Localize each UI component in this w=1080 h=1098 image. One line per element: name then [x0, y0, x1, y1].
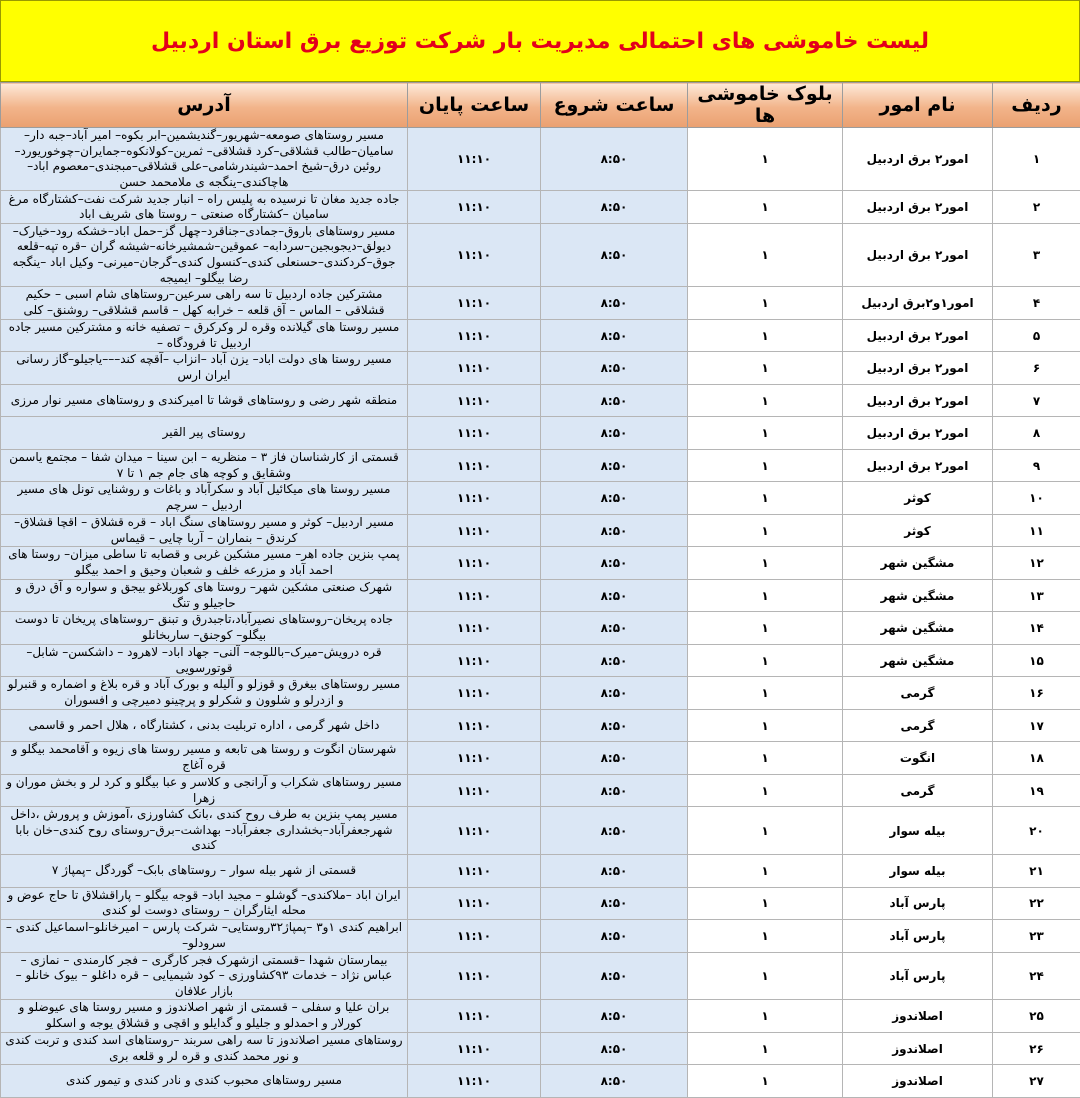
end-time-cell [408, 417, 541, 450]
row-number-cell: ۲۶ [993, 1032, 1080, 1065]
row-number-cell: ۲۰ [993, 807, 1080, 855]
table-row [1, 482, 1080, 515]
start-time-cell [541, 547, 688, 580]
org-name-cell: امور۲ برق اردبیل [843, 384, 993, 417]
end-time-value: ۱۱:۱۰ [457, 556, 491, 570]
start-time-cell [541, 677, 688, 710]
end-time-value: ۱۱:۱۰ [457, 152, 491, 166]
table-header [1, 83, 1080, 128]
address-cell: شهرک صنعتی مشکین شهر– روستا های کوربلاغو بیجق و سواره و آق درق و حاجیلو و تنگ [1, 579, 408, 612]
outage-block-cell: ۱ [688, 807, 843, 855]
table-row [1, 742, 1080, 775]
end-time-cell [408, 482, 541, 515]
end-time-cell [408, 742, 541, 775]
start-time-cell [541, 449, 688, 482]
start-time-value: ۸:۵۰ [601, 686, 628, 700]
end-time-cell [408, 191, 541, 224]
end-time-value: ۱۱:۱۰ [457, 621, 491, 635]
org-name-cell: انگوت [843, 742, 993, 775]
start-time-value: ۸:۵۰ [601, 1009, 628, 1023]
start-time-value: ۸:۵۰ [601, 929, 628, 943]
header-row [1, 83, 1080, 128]
end-time-cell [408, 579, 541, 612]
start-time-cell [541, 223, 688, 286]
address-cell: روستاهای مسیر اصلاندوز تا سه راهی سربند –روستاهای اسد کندی و تربت کندی و نور محمد کندی و قره لر و قلعه بری [1, 1032, 408, 1065]
outage-block-cell: ۱ [688, 579, 843, 612]
row-number-cell: ۹ [993, 449, 1080, 482]
row-number-cell: ۱۵ [993, 644, 1080, 677]
end-time-value: ۱۱:۱۰ [457, 719, 491, 733]
org-name-cell: امور۲ برق اردبیل [843, 223, 993, 286]
org-name-cell: مشگین شهر [843, 547, 993, 580]
start-time-value: ۸:۵۰ [601, 864, 628, 878]
start-time-cell [541, 644, 688, 677]
table-row [1, 774, 1080, 807]
table-row [1, 644, 1080, 677]
row-number-cell: ۲ [993, 191, 1080, 224]
end-time-value: ۱۱:۱۰ [457, 589, 491, 603]
outage-block-cell: ۱ [688, 855, 843, 888]
start-time-value: ۸:۵۰ [601, 248, 628, 262]
start-time-value: ۸:۵۰ [601, 200, 628, 214]
org-name-cell: اصلاندوز [843, 1065, 993, 1098]
start-time-cell [541, 807, 688, 855]
address-cell: مسیر روستا های دولت اباد– یزن آباد –انزاب –آقچه کند–––یاجیلو–گاز رسانی ایران ارس [1, 352, 408, 385]
address-cell: ایران اباد –ملاکندی– گوشلو – مجید اباد– قوجه بیگلو – پاراقشلاق تا حاج عوض و محله ایثارگران – روستای دوست لو کندی [1, 887, 408, 920]
table-row [1, 384, 1080, 417]
address-cell: مسیر روستاهای صومعه–شهریور–گندیشمین–ابر بکوه– امیر آباد–جبه دار–سامیان–طالب قشلاقی–کرد قشلاقی– ثمرین–کولانکوه–جمایران–چوخوریورد–روئین درق–شیخ احمد–شیندرشامی–علی قشلاقی–مبجندی–معصوم اباد– هاچاکندی–ینگجه ی ملامحمد حسن [1, 128, 408, 191]
row-number-cell: ۱ [993, 128, 1080, 191]
table-body [1, 128, 1080, 1098]
start-time-cell [541, 514, 688, 547]
table-row [1, 547, 1080, 580]
outage-block-cell: ۱ [688, 920, 843, 953]
address-cell: مسیر روستاهای شکراب و آرانجی و کلاسر و عبا بیگلو و کرد لر و بخش موران و زهرا [1, 774, 408, 807]
end-time-value: ۱۱:۱۰ [457, 929, 491, 943]
org-name-cell: کوثر [843, 482, 993, 515]
table-row [1, 449, 1080, 482]
start-time-cell [541, 1000, 688, 1033]
end-time-cell [408, 644, 541, 677]
address-cell: منطقه شهر رضی و روستاهای قوشا تا امیرکندی و روستاهای مسیر نوار مرزی [1, 384, 408, 417]
end-time-value: ۱۱:۱۰ [457, 654, 491, 668]
address-cell: مسیر روستا های میکائیل آباد و سکرآباد و باغات و روشنایی تونل های مسیر اردبیل – سرچم [1, 482, 408, 515]
table-row [1, 579, 1080, 612]
outage-block-cell: ۱ [688, 1032, 843, 1065]
end-time-value: ۱۱:۱۰ [457, 394, 491, 408]
org-name-cell: گرمی [843, 677, 993, 710]
outage-block-cell: ۱ [688, 482, 843, 515]
start-time-cell [541, 417, 688, 450]
end-time-cell [408, 774, 541, 807]
page-title: لیست خاموشی های احتمالی مدیریت بار شرکت توزیع برق استان اردبیل [151, 29, 929, 54]
end-time-value: ۱۱:۱۰ [457, 1009, 491, 1023]
row-number-cell: ۲۳ [993, 920, 1080, 953]
org-name-cell: امور۱و۲برق اردبیل [843, 287, 993, 320]
outage-block-cell: ۱ [688, 287, 843, 320]
start-time-cell [541, 742, 688, 775]
header-row-number: ردیف [993, 83, 1080, 128]
address-cell: قسمتی از کارشناسان فاز ۳ – منظریه – ابن سینا – میدان شفا – مجتمع یاسمن وشقایق و کوچه های جام جم ۱ تا ۷ [1, 449, 408, 482]
outage-block-cell: ۱ [688, 514, 843, 547]
end-time-cell [408, 807, 541, 855]
start-time-cell [541, 709, 688, 742]
org-name-cell: بیله سوار [843, 807, 993, 855]
start-time-cell [541, 855, 688, 888]
row-number-cell: ۱۸ [993, 742, 1080, 775]
end-time-cell [408, 920, 541, 953]
end-time-cell [408, 514, 541, 547]
table-row [1, 223, 1080, 286]
end-time-cell [408, 547, 541, 580]
address-cell: مسیر روستاهای بیغرق و قوزلو و آلیله و بورک آباد و قره بلاغ و اضماره و قنبرلو و ازدرلو و شلوون و شکرلو و پرچینو دمیرچی و افسوران [1, 677, 408, 710]
end-time-cell [408, 352, 541, 385]
address-cell: بیمارستان شهدا –قسمتی ازشهرک فجر کارگری – فجر کارمندی – نمازی – عباس نژاد – خدمات ۹۳کشاورزی – کود شیمیایی – قره داغلو – بیوک خانلو – بازار علافان [1, 952, 408, 1000]
org-name-cell: امور۲ برق اردبیل [843, 417, 993, 450]
start-time-cell [541, 612, 688, 645]
end-time-value: ۱۱:۱۰ [457, 361, 491, 375]
end-time-cell [408, 128, 541, 191]
start-time-value: ۸:۵۰ [601, 1074, 628, 1088]
start-time-value: ۸:۵۰ [601, 1042, 628, 1056]
start-time-value: ۸:۵۰ [601, 896, 628, 910]
end-time-cell [408, 952, 541, 1000]
row-number-cell: ۸ [993, 417, 1080, 450]
org-name-cell: اصلاندوز [843, 1000, 993, 1033]
org-name-cell: امور۲ برق اردبیل [843, 449, 993, 482]
row-number-cell: ۷ [993, 384, 1080, 417]
start-time-value: ۸:۵۰ [601, 784, 628, 798]
table-row [1, 287, 1080, 320]
end-time-cell [408, 384, 541, 417]
start-time-value: ۸:۵۰ [601, 361, 628, 375]
start-time-value: ۸:۵۰ [601, 524, 628, 538]
end-time-value: ۱۱:۱۰ [457, 248, 491, 262]
address-cell: مسیر اردبیل– کوثر و مسیر روستاهای سنگ اباد – قره قشلاق – اقچا قشلاق–کرندق – بنماران – آربا چایی – قیماس [1, 514, 408, 547]
end-time-cell [408, 1065, 541, 1098]
end-time-value: ۱۱:۱۰ [457, 459, 491, 473]
org-name-cell: کوثر [843, 514, 993, 547]
end-time-cell [408, 449, 541, 482]
table-row [1, 887, 1080, 920]
table-row [1, 709, 1080, 742]
end-time-value: ۱۱:۱۰ [457, 824, 491, 838]
org-name-cell: امور۲ برق اردبیل [843, 128, 993, 191]
org-name-cell: پارس آباد [843, 887, 993, 920]
row-number-cell: ۲۷ [993, 1065, 1080, 1098]
end-time-value: ۱۱:۱۰ [457, 329, 491, 343]
start-time-value: ۸:۵۰ [601, 621, 628, 635]
start-time-value: ۸:۵۰ [601, 589, 628, 603]
address-cell: قره درویش–میرک–باللوجه– آلنی– جهاد اباد– لاهرود – داشکسن– شابل– قوتورسویی [1, 644, 408, 677]
start-time-value: ۸:۵۰ [601, 556, 628, 570]
row-number-cell: ۱۱ [993, 514, 1080, 547]
table-row [1, 128, 1080, 191]
org-name-cell: امور۲ برق اردبیل [843, 352, 993, 385]
start-time-value: ۸:۵۰ [601, 824, 628, 838]
row-number-cell: ۲۴ [993, 952, 1080, 1000]
title-banner [0, 0, 1080, 82]
outage-block-cell: ۱ [688, 319, 843, 352]
address-cell: شهرستان انگوت و روستا هی تابعه و مسیر روستا های زیوه و آقامحمد بیگلو و قره آغاج [1, 742, 408, 775]
address-cell: مسیر روستا های گیلانده وقره لر وکرکرق – تصفیه خانه و مشترکین مسیر جاده اردبیل تا فرودگاه – [1, 319, 408, 352]
row-number-cell: ۶ [993, 352, 1080, 385]
row-number-cell: ۱۲ [993, 547, 1080, 580]
row-number-cell: ۲۵ [993, 1000, 1080, 1033]
org-name-cell: گرمی [843, 709, 993, 742]
end-time-value: ۱۱:۱۰ [457, 686, 491, 700]
table-row [1, 1032, 1080, 1065]
start-time-cell [541, 319, 688, 352]
outage-block-cell: ۱ [688, 547, 843, 580]
start-time-cell [541, 191, 688, 224]
outage-block-cell: ۱ [688, 677, 843, 710]
outage-block-cell: ۱ [688, 644, 843, 677]
header-end-time: ساعت پایان [408, 83, 541, 128]
start-time-value: ۸:۵۰ [601, 296, 628, 310]
start-time-cell [541, 952, 688, 1000]
outage-block-cell: ۱ [688, 417, 843, 450]
outage-block-cell: ۱ [688, 223, 843, 286]
end-time-cell [408, 1000, 541, 1033]
start-time-cell [541, 482, 688, 515]
start-time-value: ۸:۵۰ [601, 329, 628, 343]
start-time-value: ۸:۵۰ [601, 969, 628, 983]
table-row [1, 319, 1080, 352]
start-time-value: ۸:۵۰ [601, 394, 628, 408]
table-row [1, 855, 1080, 888]
row-number-cell: ۲۲ [993, 887, 1080, 920]
table-row [1, 191, 1080, 224]
end-time-cell [408, 223, 541, 286]
end-time-value: ۱۱:۱۰ [457, 200, 491, 214]
address-cell: بران علیا و سفلی – قسمتی از شهر اصلاندوز و مسیر روستا های عیوضلو و کورلار و احمدلو و جلیلو و گدایلو و اقچی و قشلاق یوجه و اسکلو [1, 1000, 408, 1033]
end-time-value: ۱۱:۱۰ [457, 1042, 491, 1056]
outage-block-cell: ۱ [688, 449, 843, 482]
start-time-cell [541, 287, 688, 320]
row-number-cell: ۵ [993, 319, 1080, 352]
start-time-cell [541, 128, 688, 191]
outage-block-cell: ۱ [688, 352, 843, 385]
end-time-cell [408, 319, 541, 352]
org-name-cell: پارس آباد [843, 952, 993, 1000]
header-outage-block: بلوک خاموشی ها [688, 83, 843, 128]
end-time-cell [408, 887, 541, 920]
start-time-value: ۸:۵۰ [601, 654, 628, 668]
start-time-value: ۸:۵۰ [601, 459, 628, 473]
address-cell: روستای پیر القیر [1, 417, 408, 450]
row-number-cell: ۲۱ [993, 855, 1080, 888]
start-time-cell [541, 352, 688, 385]
org-name-cell: امور۲ برق اردبیل [843, 191, 993, 224]
outage-block-cell: ۱ [688, 128, 843, 191]
outage-block-cell: ۱ [688, 952, 843, 1000]
org-name-cell: مشگین شهر [843, 612, 993, 645]
row-number-cell: ۱۶ [993, 677, 1080, 710]
end-time-value: ۱۱:۱۰ [457, 296, 491, 310]
end-time-value: ۱۱:۱۰ [457, 1074, 491, 1088]
row-number-cell: ۱۷ [993, 709, 1080, 742]
outage-block-cell: ۱ [688, 887, 843, 920]
address-cell: قسمتی از شهر بیله سوار – روستاهای بابک– گوردگل –پمپاژ ۷ [1, 855, 408, 888]
end-time-cell [408, 855, 541, 888]
row-number-cell: ۱۳ [993, 579, 1080, 612]
table-row [1, 677, 1080, 710]
start-time-value: ۸:۵۰ [601, 719, 628, 733]
start-time-cell [541, 1032, 688, 1065]
table-row [1, 807, 1080, 855]
end-time-cell [408, 287, 541, 320]
outage-block-cell: ۱ [688, 1000, 843, 1033]
end-time-value: ۱۱:۱۰ [457, 896, 491, 910]
address-cell: مسیر روستاهای باروق–جمادی–جناقرد–چهل گز–حمل اباد–خشکه رود–خیارک–دیولق–دیجوبجین–سردابه– عموقین–شمشیرخانه–شیشه گران –قره تپه–قلعه جوق–کردکندی–حسنعلی کندی–کنسول کندی–گرجان–میرنی– وکیل اباد –ینگجه رضا بیگلو– ایمیجه [1, 223, 408, 286]
outage-block-cell: ۱ [688, 774, 843, 807]
org-name-cell: مشگین شهر [843, 579, 993, 612]
outage-block-cell: ۱ [688, 1065, 843, 1098]
row-number-cell: ۱۹ [993, 774, 1080, 807]
org-name-cell: بیله سوار [843, 855, 993, 888]
header-address: آدرس [1, 83, 408, 128]
start-time-cell [541, 579, 688, 612]
end-time-value: ۱۱:۱۰ [457, 969, 491, 983]
org-name-cell: گرمی [843, 774, 993, 807]
outage-block-cell: ۱ [688, 612, 843, 645]
address-cell: مسیر پمپ بنزین به طرف روح کندی ،بانک کشاورزی ،آموزش و پرورش ،داخل شهرجعفرآباد–بخشداری جعفرآباد– بهداشت–برق–روستای روح کندی–خان بابا کندی [1, 807, 408, 855]
end-time-value: ۱۱:۱۰ [457, 524, 491, 538]
end-time-cell [408, 677, 541, 710]
end-time-cell [408, 612, 541, 645]
end-time-value: ۱۱:۱۰ [457, 426, 491, 440]
start-time-cell [541, 774, 688, 807]
org-name-cell: امور۲ برق اردبیل [843, 319, 993, 352]
table-row [1, 612, 1080, 645]
org-name-cell: پارس آباد [843, 920, 993, 953]
start-time-cell [541, 384, 688, 417]
header-org-name: نام امور [843, 83, 993, 128]
outage-block-cell: ۱ [688, 191, 843, 224]
start-time-value: ۸:۵۰ [601, 426, 628, 440]
table-row [1, 352, 1080, 385]
row-number-cell: ۱۰ [993, 482, 1080, 515]
start-time-value: ۸:۵۰ [601, 152, 628, 166]
table-row [1, 920, 1080, 953]
header-start-time: ساعت شروع [541, 83, 688, 128]
table-row [1, 417, 1080, 450]
start-time-cell [541, 1065, 688, 1098]
address-cell: داخل شهر گرمی ، اداره تربلیت بدنی ، کشتارگاه ، هلال احمر و قاسمی [1, 709, 408, 742]
table-row [1, 1000, 1080, 1033]
address-cell: مسیر روستاهای محبوب کندی و نادر کندی و تیمور کندی [1, 1065, 408, 1098]
row-number-cell: ۱۴ [993, 612, 1080, 645]
end-time-value: ۱۱:۱۰ [457, 864, 491, 878]
end-time-cell [408, 709, 541, 742]
end-time-value: ۱۱:۱۰ [457, 784, 491, 798]
start-time-cell [541, 887, 688, 920]
table-row [1, 1065, 1080, 1098]
address-cell: پمپ بنزین جاده اهر– مسیر مشکین غربی و قصابه تا ساطی میزان– روستا های احمد آباد و مزرعه خلف و شعبان وحیق و احمد بیگلو [1, 547, 408, 580]
start-time-value: ۸:۵۰ [601, 751, 628, 765]
end-time-value: ۱۱:۱۰ [457, 751, 491, 765]
org-name-cell: اصلاندوز [843, 1032, 993, 1065]
address-cell: ابراهیم کندی ۱و۳ –پمپاژ۳۲روستایی– شرکت پارس – امیرخانلو–اسماعیل کندی – سرودلو– [1, 920, 408, 953]
outage-block-cell: ۱ [688, 384, 843, 417]
start-time-cell [541, 920, 688, 953]
end-time-cell [408, 1032, 541, 1065]
table-row [1, 952, 1080, 1000]
row-number-cell: ۳ [993, 223, 1080, 286]
outage-block-cell: ۱ [688, 742, 843, 775]
row-number-cell: ۴ [993, 287, 1080, 320]
address-cell: جاده پریخان–روستاهای نصیرآباد،تاجبدرق و تبنق –روستاهای پریخان تا دوست بیگلو– کوجنق– ساربخانلو [1, 612, 408, 645]
table-row [1, 514, 1080, 547]
address-cell: مشترکین جاده اردبیل تا سه راهی سرعین–روستاهای شام اسبی – حکیم قشلاقی – الماس – آق قلعه – خرابه کهل – قاسم قشلاقی– روشنق– کلی [1, 287, 408, 320]
start-time-value: ۸:۵۰ [601, 491, 628, 505]
outage-table [0, 82, 1080, 1098]
org-name-cell: مشگین شهر [843, 644, 993, 677]
outage-block-cell: ۱ [688, 709, 843, 742]
address-cell: جاده جدید مغان تا نرسیده به پلیس راه – انبار جدید شرکت نفت–کشتارگاه مرغ سامیان –کشتارگاه صنعتی – روستا های شریف اباد [1, 191, 408, 224]
end-time-value: ۱۱:۱۰ [457, 491, 491, 505]
